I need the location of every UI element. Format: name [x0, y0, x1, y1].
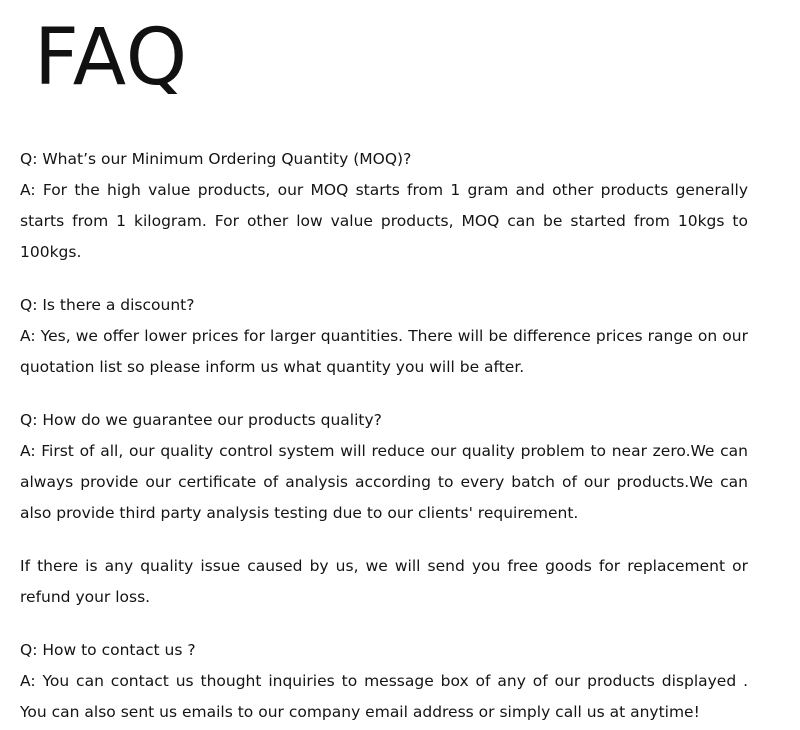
- faq-question: Q: How to contact us ?: [20, 641, 196, 660]
- faq-content: [16, 144, 748, 728]
- faq-answer: A: You can contact us thought inquiries to message box of any of our products displayed . You can also sent us emails to our company email address or simply call us at anytime!: [20, 672, 748, 722]
- faq-item: [20, 290, 748, 383]
- faq-question: Q: What’s our Minimum Ordering Quantity (MOQ)?: [20, 150, 412, 169]
- faq-answer: A: For the high value products, our MOQ starts from 1 gram and other products generally starts from 1 kilogram. For other low value products, MOQ can be started from 10kgs to 100kgs.: [20, 181, 748, 262]
- faq-question: Q: Is there a discount?: [20, 296, 195, 315]
- faq-answer: A: Yes, we offer lower prices for larger quantities. There will be difference prices range on our quotation list so please inform us what quantity you will be after.: [20, 327, 748, 377]
- faq-answer: A: First of all, our quality control system will reduce our quality problem to near zero.We can always provide our certificate of analysis according to every batch of our products.We can also provide third party analysis testing due to our clients' requirement.: [20, 442, 748, 523]
- faq-item: [20, 405, 748, 529]
- page-title: FAQ: [34, 13, 189, 103]
- faq-question: Q: How do we guarantee our products quality?: [20, 411, 382, 430]
- faq-note-block: [20, 551, 748, 613]
- faq-item: [20, 144, 748, 268]
- faq-note: If there is any quality issue caused by us, we will send you free goods for replacement or refund your loss.: [20, 557, 748, 607]
- faq-item: [20, 635, 748, 728]
